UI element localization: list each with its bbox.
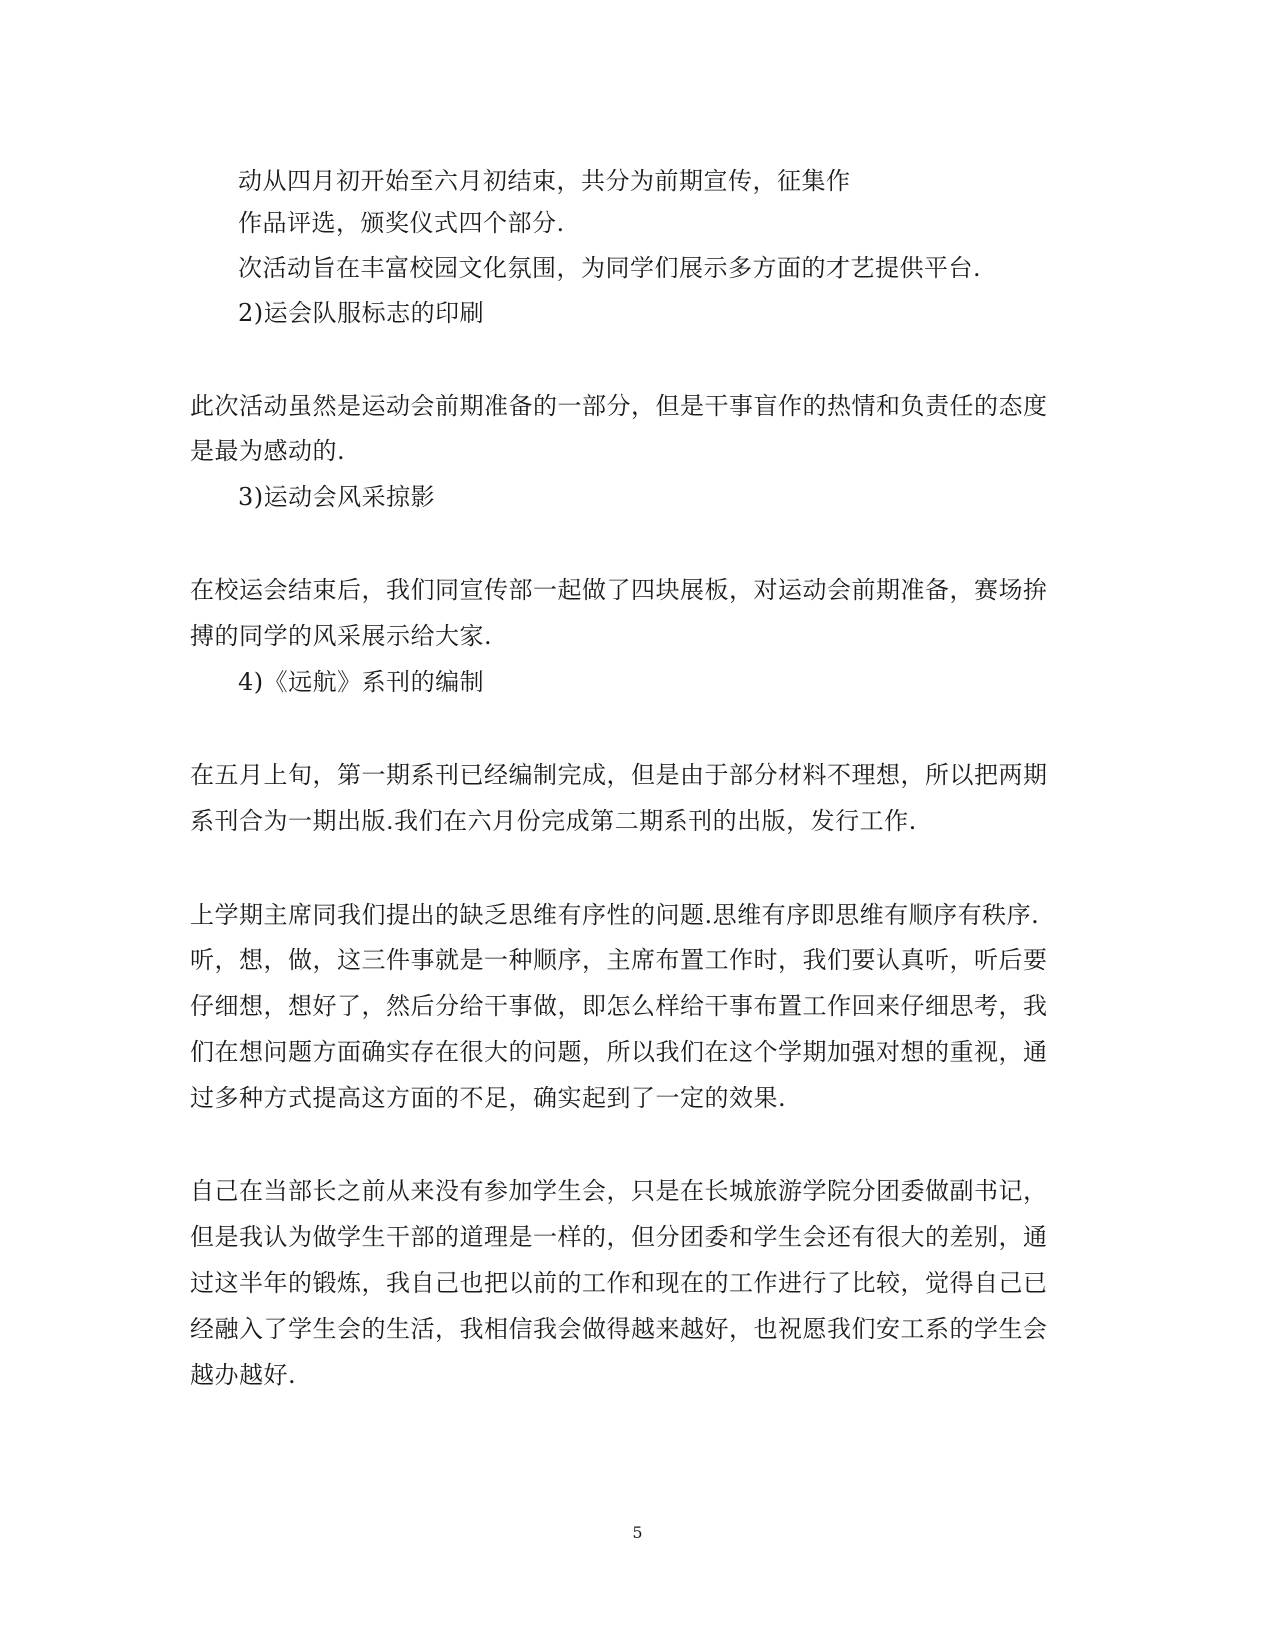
text-line: 但是我认为做学生干部的道理是一样的，但分团委和学生会还有很大的差别，通 [190, 1223, 1048, 1251]
text-line: 动从四月初开始至六月初结束，共分为前期宣传，征集作 [238, 167, 851, 195]
text-line: 在五月上旬，第一期系刊已经编制完成，但是由于部分材料不理想，所以把两期 [190, 761, 1048, 789]
text-line: 是最为感动的. [190, 437, 346, 465]
text-line: 经融入了学生会的生活，我相信我会做得越来越好，也祝愿我们安工系的学生会 [190, 1315, 1048, 1343]
text-line: 上学期主席同我们提出的缺乏思维有序性的问题.思维有序即思维有顺序有秩序. [190, 901, 1040, 929]
section-heading: 4)《远航》系刊的编制 [238, 668, 485, 696]
text-line: 此次活动虽然是运动会前期准备的一部分，但是干事盲作的热情和负责任的态度 [190, 392, 1048, 420]
text-line: 越办越好. [190, 1361, 297, 1389]
text-line: 系刊合为一期出版.我们在六月份完成第二期系刊的出版，发行工作. [190, 807, 917, 835]
text-line: 过这半年的锻炼，我自己也把以前的工作和现在的工作进行了比较，觉得自己已 [190, 1269, 1048, 1297]
page-number: 5 [632, 1523, 643, 1542]
text-line: 次活动旨在丰富校园文化氛围，为同学们展示多方面的才艺提供平台. [238, 254, 982, 282]
text-line: 作品评选，颁奖仪式四个部分. [238, 209, 565, 237]
text-line: 仔细想，想好了，然后分给干事做，即怎么样给干事布置工作回来仔细思考，我 [190, 992, 1048, 1020]
text-line: 听，想，做，这三件事就是一种顺序，主席布置工作时，我们要认真听，听后要 [190, 946, 1048, 974]
section-heading: 2)运会队服标志的印刷 [238, 299, 485, 327]
text-line: 搏的同学的风采展示给大家. [190, 622, 493, 650]
text-line: 在校运会结束后，我们同宣传部一起做了四块展板，对运动会前期准备，赛场拚 [190, 576, 1048, 604]
section-heading: 3)运动会风采掠影 [238, 483, 436, 511]
text-line: 过多种方式提高这方面的不足，确实起到了一定的效果. [190, 1084, 787, 1112]
text-line: 自己在当部长之前从来没有参加学生会，只是在长城旅游学院分团委做副书记， [190, 1177, 1048, 1205]
text-line: 们在想问题方面确实存在很大的问题，所以我们在这个学期加强对想的重视，通 [190, 1038, 1048, 1066]
